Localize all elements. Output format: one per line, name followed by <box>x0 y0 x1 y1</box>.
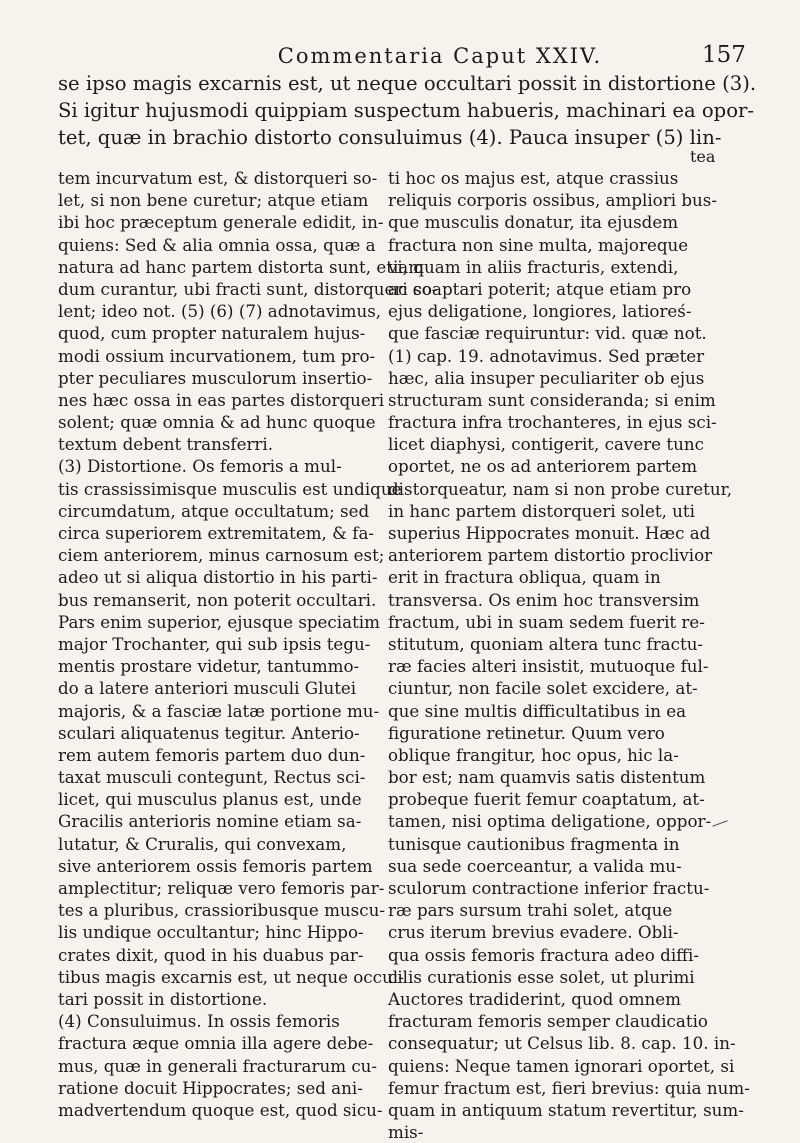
text-line: bus remanserit, non poterit occultari. <box>58 589 377 610</box>
text-line: anteriorem partem distortio proclivior <box>388 545 713 566</box>
text-line: stitutum, quoniam altera tunc fractu- <box>388 633 704 654</box>
text-line: licet diaphysi, contigerit, cavere tunc <box>388 434 704 455</box>
text-line: ciem anteriorem, minus carnosum est; <box>58 545 385 566</box>
text-line: textum debent transferri. <box>58 434 274 455</box>
text-line: natura ad hanc partem distorta sunt, etiam <box>58 256 425 277</box>
text-line: tes a pluribus, crassioribusque muscu- <box>58 900 385 921</box>
text-line: tamen, nisi optima deligatione, oppor- <box>388 811 712 832</box>
text-line: erit in fractura obliqua, quam in <box>388 567 661 588</box>
text-line: superius Hippocrates monuit. Hæc ad <box>388 523 711 543</box>
text-line: ejus deligatione, longiores, latioreś- <box>388 301 692 322</box>
text-line: ræ pars sursum trahi solet, atque <box>388 900 673 921</box>
text-line: tis crassissimisque musculis est undique <box>58 478 402 499</box>
text-line: sculorum contractione inferior fractu- <box>388 878 710 898</box>
text-line: tunisque cautionibus fragmenta in <box>388 833 680 854</box>
text-line: circumdatum, atque occultatum; sed <box>58 500 370 521</box>
text-line: que fasciæ requiruntur: vid. quæ not. <box>388 323 707 344</box>
text-line: tibus magis excarnis est, ut neque occul- <box>58 966 404 987</box>
left-column <box>58 167 438 1121</box>
text-line: qua ossis femoris fractura adeo diffi- <box>388 944 700 965</box>
text-line: oblique frangitur, hoc opus, hic la- <box>388 744 679 765</box>
catchword: tea <box>690 147 716 166</box>
text-line: in hanc partem distorqueri solet, uti <box>388 500 695 521</box>
text-line: major Trochanter, qui sub ipsis tegu- <box>58 633 371 654</box>
text-line: dum curantur, ubi fracti sunt, distorqueri so- <box>58 278 438 299</box>
text-line: figuratione retinetur. Quum vero <box>388 722 665 743</box>
running-header: Commentaria Caput XXIV. <box>277 44 603 68</box>
text-line: structuram sunt consideranda; si enim <box>388 389 716 410</box>
right-column <box>388 167 750 1143</box>
text-line: (4) Consuluimus. In ossis femoris <box>58 1011 340 1032</box>
text-line: ciuntur, non facile solet excidere, at- <box>388 678 698 699</box>
text-line: Auctores tradiderint, quod omnem <box>388 988 681 1009</box>
text-line: tari possit in distortione. <box>58 988 268 1009</box>
text-line: majoris, & a fasciæ latæ portione mu- <box>58 700 380 721</box>
text-line: vi, quam in aliis fracturis, extendi, <box>388 256 679 277</box>
text-line: oportet, ne os ad anteriorem partem <box>388 456 698 477</box>
text-line: circa superiorem extremitatem, & fa- <box>58 523 375 543</box>
text-line: ac coaptari poterit; atque etiam pro <box>388 278 692 299</box>
text-line: hæc, alia insuper peculiariter ob ejus <box>388 367 705 388</box>
page-number: 157 <box>702 42 746 68</box>
text-line: ratione docuit Hippocrates; sed ani- <box>58 1077 363 1098</box>
text-line: probeque fuerit femur coaptatum, at- <box>388 789 705 810</box>
text-line: quiens: Sed & alia omnia ossa, quæ a <box>58 234 376 255</box>
text-line: solent; quæ omnia & ad hunc quoque <box>58 412 376 433</box>
text-line: rem autem femoris partem duo dun- <box>58 744 366 765</box>
text-line: ti hoc os majus est, atque crassius <box>388 168 679 188</box>
text-line: pter peculiares musculorum insertio- <box>58 367 373 388</box>
text-line: fracturam femoris semper claudicatio <box>388 1011 708 1032</box>
intro-line: Si igitur hujusmodi quippiam suspectum habueris, machinari ea opor- <box>58 99 755 122</box>
text-line: femur fractum est, fieri brevius: quia num- <box>388 1077 750 1098</box>
text-line: quam in antiquum statum revertitur, sum- <box>388 1099 744 1120</box>
text-line: crus iterum brevius evadere. Obli- <box>388 922 679 943</box>
text-line: madvertendum quoque est, quod sicu- <box>58 1099 383 1120</box>
text-line: cilis curationis esse solet, ut plurimi <box>388 966 695 987</box>
text-line: crates dixit, quod in his duabus par- <box>58 944 364 965</box>
text-line: sive anteriorem ossis femoris partem <box>58 855 373 876</box>
text-line: fractura non sine multa, majoreque <box>388 234 689 255</box>
text-line: taxat musculi contegunt, Rectus sci- <box>58 767 366 788</box>
text-line: lis undique occultantur; hinc Hippo- <box>58 922 364 943</box>
text-line: que musculis donatur, ita ejusdem <box>388 212 679 233</box>
text-line: fractum, ubi in suam sedem fuerit re- <box>388 611 705 632</box>
text-line: let, si non bene curetur; atque etiam <box>58 190 369 211</box>
text-line: ræ facies alteri insistit, mutuoque ful- <box>388 656 709 677</box>
text-line: amplectitur; reliquæ vero femoris par- <box>58 878 385 898</box>
text-line: (3) Distortione. Os femoris a mul- <box>58 456 342 477</box>
text-line: quiens: Neque tamen ignorari oportet, si <box>388 1055 735 1076</box>
text-line: Gracilis anterioris nomine etiam sa- <box>58 811 362 832</box>
intro-line: tet, quæ in brachio distorto consuluimus (4). Pauca insuper (5) lin- <box>58 126 722 149</box>
text-line: sua sede coerceantur, a valida mu- <box>388 855 682 876</box>
text-line: licet, qui musculus planus est, unde <box>58 789 362 810</box>
text-line: distorqueatur, nam si non probe curetur, <box>388 478 733 499</box>
text-line: nes hæc ossa in eas partes distorqueri <box>58 389 385 410</box>
text-line: reliquis corporis ossibus, ampliori bus- <box>388 190 717 211</box>
text-line: fractura æque omnia illa agere debe- <box>58 1033 374 1054</box>
text-line: (1) cap. 19. adnotavimus. Sed præter <box>388 345 705 366</box>
text-line: modi ossium incurvationem, tum pro- <box>58 345 376 366</box>
text-line: ibi hoc præceptum generale edidit, in- <box>58 212 384 233</box>
text-line: mentis prostare videtur, tantummo- <box>58 656 360 677</box>
text-line: bor est; nam quamvis satis distentum <box>388 767 706 788</box>
text-line: mis- <box>388 1122 424 1143</box>
text-line: transversa. Os enim hoc transversim <box>388 589 700 610</box>
intro-line: se ipso magis excarnis est, ut neque occultari possit in distortione (3). <box>58 72 757 95</box>
text-line: sculari aliquatenus tegitur. Anterio- <box>58 722 360 743</box>
text-line: que sine multis difficultatibus in ea <box>388 700 687 721</box>
text-line: tem incurvatum est, & distorqueri so- <box>58 168 378 188</box>
text-line: do a latere anteriori musculi Glutei <box>58 678 357 699</box>
text-line: fractura infra trochanteres, in ejus sci- <box>388 412 717 433</box>
text-line: Pars enim superior, ejusque speciatim <box>58 611 380 632</box>
text-line: quod, cum propter naturalem hujus- <box>58 323 366 344</box>
text-line: adeo ut si aliqua distortio in his parti- <box>58 567 378 588</box>
text-line: consequatur; ut Celsus lib. 8. cap. 10. in- <box>388 1033 736 1054</box>
text-line: lutatur, & Cruralis, qui convexam, <box>58 833 347 854</box>
text-line: lent; ideo not. (5) (6) (7) adnotavimus, <box>58 301 382 322</box>
text-line: mus, quæ in generali fracturarum cu- <box>58 1055 378 1076</box>
intro-paragraph <box>58 70 757 151</box>
